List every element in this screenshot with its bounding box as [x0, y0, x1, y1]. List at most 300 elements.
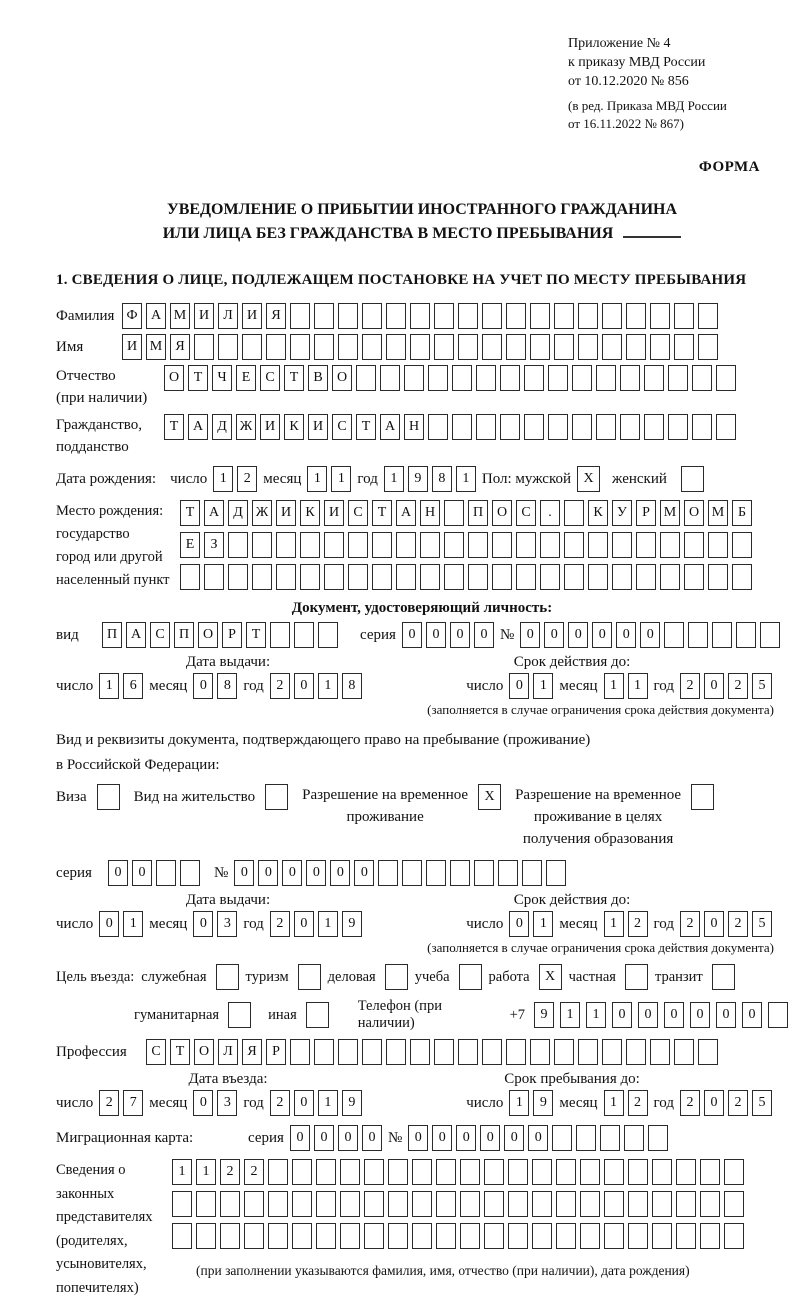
form-cell[interactable] [388, 1223, 408, 1249]
form-cell[interactable]: Л [218, 303, 238, 329]
form-cell[interactable]: 1 [123, 911, 143, 937]
form-cell[interactable]: 8 [217, 673, 237, 699]
form-cell[interactable] [716, 414, 736, 440]
form-cell[interactable] [420, 564, 440, 590]
form-cell[interactable] [412, 1159, 432, 1185]
form-cell[interactable]: Т [284, 365, 304, 391]
female-checkbox[interactable] [681, 466, 704, 492]
form-cell[interactable] [578, 1039, 598, 1065]
form-cell[interactable]: Д [212, 414, 232, 440]
form-cell[interactable]: 0 [690, 1002, 710, 1028]
form-cell[interactable] [700, 1191, 720, 1217]
form-cell[interactable] [436, 1223, 456, 1249]
form-cell[interactable]: 5 [752, 1090, 772, 1116]
form-cell[interactable] [612, 564, 632, 590]
form-cell[interactable]: О [684, 500, 704, 526]
form-cell[interactable]: Р [222, 622, 242, 648]
form-cell[interactable]: Т [188, 365, 208, 391]
form-cell[interactable]: 0 [704, 1090, 724, 1116]
form-cell[interactable]: 2 [680, 1090, 700, 1116]
form-cell[interactable] [652, 1191, 672, 1217]
form-cell[interactable]: 0 [314, 1125, 334, 1151]
form-cell[interactable] [554, 1039, 574, 1065]
form-cell[interactable] [482, 303, 502, 329]
form-cell[interactable]: 0 [294, 1090, 314, 1116]
form-cell[interactable] [698, 1039, 718, 1065]
form-cell[interactable]: 1 [560, 1002, 580, 1028]
form-cell[interactable] [692, 365, 712, 391]
form-cell[interactable]: 1 [99, 673, 119, 699]
form-cell[interactable] [676, 1223, 696, 1249]
form-cell[interactable]: И [260, 414, 280, 440]
form-cell[interactable]: 3 [217, 911, 237, 937]
form-cell[interactable] [386, 1039, 406, 1065]
form-cell[interactable] [628, 1223, 648, 1249]
form-cell[interactable] [436, 1191, 456, 1217]
form-cell[interactable] [508, 1159, 528, 1185]
form-cell[interactable] [724, 1191, 744, 1217]
form-cell[interactable] [484, 1159, 504, 1185]
form-cell[interactable] [578, 334, 598, 360]
form-cell[interactable] [444, 564, 464, 590]
form-cell[interactable] [626, 1039, 646, 1065]
form-cell[interactable]: 2 [270, 1090, 290, 1116]
form-cell[interactable] [204, 564, 224, 590]
form-cell[interactable] [348, 564, 368, 590]
temp-residence-education-checkbox[interactable] [691, 784, 714, 810]
form-cell[interactable]: 2 [237, 466, 257, 492]
form-cell[interactable]: 2 [628, 1090, 648, 1116]
form-cell[interactable] [612, 532, 632, 558]
form-cell[interactable] [324, 532, 344, 558]
form-cell[interactable] [532, 1223, 552, 1249]
form-cell[interactable]: 1 [318, 673, 338, 699]
form-cell[interactable] [506, 1039, 526, 1065]
form-cell[interactable] [476, 365, 496, 391]
form-cell[interactable] [650, 334, 670, 360]
form-cell[interactable]: 0 [612, 1002, 632, 1028]
form-cell[interactable] [436, 1159, 456, 1185]
form-cell[interactable] [600, 1125, 620, 1151]
form-cell[interactable]: 3 [217, 1090, 237, 1116]
form-cell[interactable] [476, 414, 496, 440]
form-cell[interactable]: И [324, 500, 344, 526]
form-cell[interactable] [660, 532, 680, 558]
form-cell[interactable]: 2 [99, 1090, 119, 1116]
form-cell[interactable] [338, 303, 358, 329]
form-cell[interactable] [314, 303, 334, 329]
form-cell[interactable]: 2 [728, 911, 748, 937]
form-cell[interactable] [602, 1039, 622, 1065]
form-cell[interactable] [228, 532, 248, 558]
form-cell[interactable] [546, 860, 566, 886]
form-cell[interactable]: А [204, 500, 224, 526]
form-cell[interactable] [338, 334, 358, 360]
form-cell[interactable]: 0 [528, 1125, 548, 1151]
form-cell[interactable]: 1 [307, 466, 327, 492]
form-cell[interactable]: . [540, 500, 560, 526]
form-cell[interactable] [572, 365, 592, 391]
form-cell[interactable]: М [170, 303, 190, 329]
form-cell[interactable]: И [242, 303, 262, 329]
form-cell[interactable]: 0 [474, 622, 494, 648]
form-cell[interactable] [426, 860, 446, 886]
form-cell[interactable] [648, 1125, 668, 1151]
form-cell[interactable]: 0 [509, 673, 529, 699]
residence-permit-checkbox[interactable] [265, 784, 288, 810]
form-cell[interactable]: 0 [193, 1090, 213, 1116]
form-cell[interactable] [652, 1223, 672, 1249]
form-cell[interactable] [364, 1223, 384, 1249]
form-cell[interactable] [314, 334, 334, 360]
form-cell[interactable] [708, 532, 728, 558]
form-cell[interactable]: 7 [123, 1090, 143, 1116]
form-cell[interactable] [674, 303, 694, 329]
form-cell[interactable] [314, 1039, 334, 1065]
form-cell[interactable] [700, 1223, 720, 1249]
form-cell[interactable] [664, 622, 684, 648]
form-cell[interactable] [712, 622, 732, 648]
form-cell[interactable] [674, 334, 694, 360]
form-cell[interactable]: В [308, 365, 328, 391]
form-cell[interactable]: 0 [294, 673, 314, 699]
form-cell[interactable] [380, 365, 400, 391]
form-cell[interactable] [588, 564, 608, 590]
form-cell[interactable]: С [146, 1039, 166, 1065]
form-cell[interactable]: 0 [456, 1125, 476, 1151]
form-cell[interactable] [540, 532, 560, 558]
form-cell[interactable] [596, 414, 616, 440]
form-cell[interactable] [692, 414, 712, 440]
form-cell[interactable] [434, 334, 454, 360]
form-cell[interactable]: 2 [270, 911, 290, 937]
form-cell[interactable]: А [126, 622, 146, 648]
form-cell[interactable]: 0 [716, 1002, 736, 1028]
form-cell[interactable]: А [146, 303, 166, 329]
form-cell[interactable] [444, 532, 464, 558]
form-cell[interactable] [580, 1191, 600, 1217]
form-cell[interactable] [572, 414, 592, 440]
form-cell[interactable] [676, 1159, 696, 1185]
form-cell[interactable]: 0 [258, 860, 278, 886]
form-cell[interactable]: 9 [408, 466, 428, 492]
form-cell[interactable] [356, 365, 376, 391]
form-cell[interactable]: С [332, 414, 352, 440]
form-cell[interactable] [340, 1159, 360, 1185]
form-cell[interactable]: 2 [270, 673, 290, 699]
form-cell[interactable] [412, 1191, 432, 1217]
form-cell[interactable] [420, 532, 440, 558]
form-cell[interactable] [628, 1159, 648, 1185]
purpose-tourism-checkbox[interactable] [298, 964, 321, 990]
form-cell[interactable]: 0 [306, 860, 326, 886]
form-cell[interactable] [548, 365, 568, 391]
form-cell[interactable]: З [204, 532, 224, 558]
form-cell[interactable] [372, 564, 392, 590]
form-cell[interactable] [388, 1191, 408, 1217]
form-cell[interactable]: С [516, 500, 536, 526]
form-cell[interactable] [362, 1039, 382, 1065]
form-cell[interactable]: П [102, 622, 122, 648]
form-cell[interactable]: К [284, 414, 304, 440]
form-cell[interactable]: А [188, 414, 208, 440]
form-cell[interactable] [180, 860, 200, 886]
form-cell[interactable] [516, 564, 536, 590]
form-cell[interactable] [364, 1159, 384, 1185]
form-cell[interactable] [602, 334, 622, 360]
form-cell[interactable]: 0 [704, 911, 724, 937]
form-cell[interactable]: К [300, 500, 320, 526]
form-cell[interactable]: Р [266, 1039, 286, 1065]
form-cell[interactable]: 1 [213, 466, 233, 492]
form-cell[interactable]: Ч [212, 365, 232, 391]
form-cell[interactable] [684, 532, 704, 558]
purpose-official-checkbox[interactable] [216, 964, 239, 990]
form-cell[interactable] [626, 334, 646, 360]
form-cell[interactable]: Т [372, 500, 392, 526]
form-cell[interactable]: 0 [282, 860, 302, 886]
form-cell[interactable] [410, 303, 430, 329]
form-cell[interactable] [180, 564, 200, 590]
form-cell[interactable]: 0 [616, 622, 636, 648]
form-cell[interactable]: П [174, 622, 194, 648]
form-cell[interactable] [596, 365, 616, 391]
form-cell[interactable] [626, 303, 646, 329]
form-cell[interactable] [644, 365, 664, 391]
form-cell[interactable] [732, 564, 752, 590]
form-cell[interactable] [564, 564, 584, 590]
form-cell[interactable] [564, 500, 584, 526]
form-cell[interactable] [508, 1191, 528, 1217]
form-cell[interactable] [602, 303, 622, 329]
form-cell[interactable] [768, 1002, 788, 1028]
purpose-transit-checkbox[interactable] [712, 964, 735, 990]
form-cell[interactable]: 0 [294, 911, 314, 937]
form-cell[interactable] [410, 1039, 430, 1065]
form-cell[interactable]: Е [180, 532, 200, 558]
form-cell[interactable] [760, 622, 780, 648]
form-cell[interactable] [396, 564, 416, 590]
form-cell[interactable] [636, 532, 656, 558]
form-cell[interactable] [482, 334, 502, 360]
form-cell[interactable] [434, 303, 454, 329]
form-cell[interactable] [292, 1191, 312, 1217]
form-cell[interactable]: 8 [432, 466, 452, 492]
form-cell[interactable]: И [194, 303, 214, 329]
form-cell[interactable] [294, 622, 314, 648]
form-cell[interactable]: 0 [362, 1125, 382, 1151]
form-cell[interactable]: 0 [568, 622, 588, 648]
form-cell[interactable]: Д [228, 500, 248, 526]
form-cell[interactable] [650, 1039, 670, 1065]
purpose-private-checkbox[interactable] [625, 964, 648, 990]
form-cell[interactable] [716, 365, 736, 391]
form-cell[interactable]: 1 [604, 673, 624, 699]
form-cell[interactable] [268, 1191, 288, 1217]
form-cell[interactable]: 0 [338, 1125, 358, 1151]
form-cell[interactable] [172, 1191, 192, 1217]
form-cell[interactable] [220, 1223, 240, 1249]
form-cell[interactable]: 0 [638, 1002, 658, 1028]
form-cell[interactable]: Т [356, 414, 376, 440]
form-cell[interactable] [644, 414, 664, 440]
form-cell[interactable] [578, 303, 598, 329]
temp-residence-checkbox[interactable]: X [478, 784, 501, 810]
form-cell[interactable]: 1 [533, 911, 553, 937]
form-cell[interactable] [386, 303, 406, 329]
form-cell[interactable]: 0 [290, 1125, 310, 1151]
form-cell[interactable]: 2 [728, 673, 748, 699]
form-cell[interactable]: И [308, 414, 328, 440]
form-cell[interactable] [290, 1039, 310, 1065]
form-cell[interactable] [386, 334, 406, 360]
form-cell[interactable] [736, 622, 756, 648]
form-cell[interactable] [468, 564, 488, 590]
form-cell[interactable]: О [198, 622, 218, 648]
form-cell[interactable]: 6 [123, 673, 143, 699]
form-cell[interactable] [628, 1191, 648, 1217]
form-cell[interactable]: 1 [384, 466, 404, 492]
form-cell[interactable] [532, 1191, 552, 1217]
form-cell[interactable] [196, 1191, 216, 1217]
form-cell[interactable]: С [260, 365, 280, 391]
purpose-other-checkbox[interactable] [306, 1002, 329, 1028]
male-checkbox[interactable]: X [577, 466, 600, 492]
form-cell[interactable] [556, 1223, 576, 1249]
form-cell[interactable] [668, 365, 688, 391]
form-cell[interactable]: 0 [132, 860, 152, 886]
form-cell[interactable] [290, 303, 310, 329]
form-cell[interactable]: 2 [680, 673, 700, 699]
form-cell[interactable]: 9 [533, 1090, 553, 1116]
form-cell[interactable] [652, 1159, 672, 1185]
form-cell[interactable]: О [164, 365, 184, 391]
form-cell[interactable]: 0 [99, 911, 119, 937]
form-cell[interactable] [604, 1159, 624, 1185]
form-cell[interactable] [412, 1223, 432, 1249]
form-cell[interactable] [228, 564, 248, 590]
form-cell[interactable] [458, 303, 478, 329]
form-cell[interactable]: 1 [533, 673, 553, 699]
form-cell[interactable]: Т [170, 1039, 190, 1065]
form-cell[interactable]: Б [732, 500, 752, 526]
form-cell[interactable]: С [348, 500, 368, 526]
form-cell[interactable]: К [588, 500, 608, 526]
form-cell[interactable] [732, 532, 752, 558]
form-cell[interactable]: 9 [342, 1090, 362, 1116]
form-cell[interactable] [292, 1159, 312, 1185]
form-cell[interactable] [244, 1191, 264, 1217]
form-cell[interactable]: 0 [664, 1002, 684, 1028]
form-cell[interactable] [684, 564, 704, 590]
form-cell[interactable] [172, 1223, 192, 1249]
form-cell[interactable]: Я [242, 1039, 262, 1065]
form-cell[interactable]: 1 [172, 1159, 192, 1185]
form-cell[interactable] [700, 1159, 720, 1185]
form-cell[interactable] [676, 1191, 696, 1217]
form-cell[interactable] [362, 303, 382, 329]
form-cell[interactable] [156, 860, 176, 886]
form-cell[interactable] [724, 1159, 744, 1185]
form-cell[interactable] [698, 334, 718, 360]
purpose-work-checkbox[interactable]: X [539, 964, 562, 990]
form-cell[interactable]: 0 [402, 622, 422, 648]
form-cell[interactable]: С [150, 622, 170, 648]
form-cell[interactable] [556, 1159, 576, 1185]
form-cell[interactable] [196, 1223, 216, 1249]
form-cell[interactable] [300, 564, 320, 590]
form-cell[interactable]: 8 [342, 673, 362, 699]
form-cell[interactable]: Л [218, 1039, 238, 1065]
form-cell[interactable]: Я [266, 303, 286, 329]
form-cell[interactable] [194, 334, 214, 360]
form-cell[interactable] [516, 532, 536, 558]
form-cell[interactable]: 0 [108, 860, 128, 886]
form-cell[interactable]: Р [636, 500, 656, 526]
form-cell[interactable] [468, 532, 488, 558]
form-cell[interactable] [624, 1125, 644, 1151]
form-cell[interactable]: 1 [604, 1090, 624, 1116]
form-cell[interactable] [276, 532, 296, 558]
form-cell[interactable] [348, 532, 368, 558]
form-cell[interactable] [460, 1191, 480, 1217]
form-cell[interactable]: 0 [234, 860, 254, 886]
form-cell[interactable] [276, 564, 296, 590]
form-cell[interactable] [396, 532, 416, 558]
form-cell[interactable]: 0 [432, 1125, 452, 1151]
form-cell[interactable]: Я [170, 334, 190, 360]
form-cell[interactable]: О [492, 500, 512, 526]
form-cell[interactable] [556, 1191, 576, 1217]
form-cell[interactable] [290, 334, 310, 360]
form-cell[interactable] [378, 860, 398, 886]
form-cell[interactable] [300, 532, 320, 558]
form-cell[interactable]: 2 [220, 1159, 240, 1185]
form-cell[interactable] [620, 414, 640, 440]
form-cell[interactable] [540, 564, 560, 590]
form-cell[interactable]: 0 [704, 673, 724, 699]
form-cell[interactable] [450, 860, 470, 886]
form-cell[interactable] [270, 622, 290, 648]
form-cell[interactable] [252, 532, 272, 558]
form-cell[interactable]: 1 [196, 1159, 216, 1185]
form-cell[interactable]: 0 [592, 622, 612, 648]
purpose-business-checkbox[interactable] [385, 964, 408, 990]
form-cell[interactable]: 0 [544, 622, 564, 648]
form-cell[interactable] [564, 532, 584, 558]
form-cell[interactable] [292, 1223, 312, 1249]
form-cell[interactable] [650, 303, 670, 329]
form-cell[interactable]: 1 [318, 911, 338, 937]
form-cell[interactable]: 0 [504, 1125, 524, 1151]
form-cell[interactable] [316, 1191, 336, 1217]
form-cell[interactable]: Ж [236, 414, 256, 440]
form-cell[interactable]: 0 [408, 1125, 428, 1151]
form-cell[interactable] [340, 1191, 360, 1217]
form-cell[interactable] [698, 303, 718, 329]
form-cell[interactable] [660, 564, 680, 590]
form-cell[interactable] [604, 1223, 624, 1249]
form-cell[interactable] [452, 414, 472, 440]
form-cell[interactable]: 0 [193, 911, 213, 937]
form-cell[interactable] [548, 414, 568, 440]
form-cell[interactable]: О [194, 1039, 214, 1065]
form-cell[interactable] [268, 1159, 288, 1185]
form-cell[interactable]: М [146, 334, 166, 360]
form-cell[interactable]: 0 [520, 622, 540, 648]
form-cell[interactable]: 9 [534, 1002, 554, 1028]
form-cell[interactable]: 1 [628, 673, 648, 699]
